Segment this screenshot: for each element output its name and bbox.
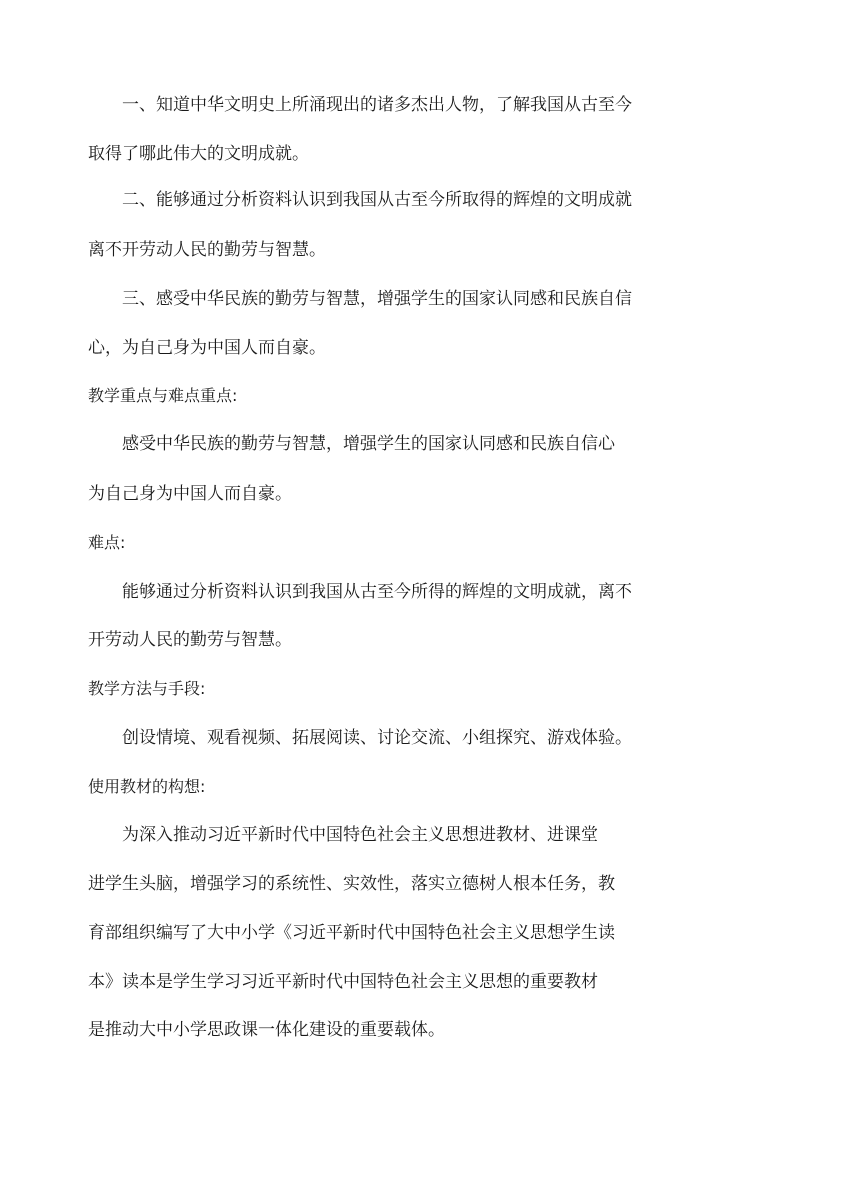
textbook-line-2: 进学生头脑，增强学习的系统性、实效性，落实立德树人根本任务，教 [88,874,615,894]
textbook-line-3: 育部组织编写了大中小学《习近平新时代中国特色社会主义思想学生读 [88,923,615,943]
objective-2-line-1: 二、能够通过分析资料认识到我国从古至今所取得的辉煌的文明成就 [122,190,632,210]
textbook-line-4: 本》读本是学生学习习近平新时代中国特色社会主义思想的重要教材 [88,972,598,992]
methods-heading: 教学方法与手段: [88,679,206,698]
difficulty-line-2: 开劳动人民的勤劳与智慧。 [88,630,292,650]
objective-2-line-2: 离不开劳动人民的勤劳与智慧。 [88,240,326,260]
key-points-line-1: 感受中华民族的勤劳与智慧，增强学生的国家认同感和民族自信心 [122,434,615,454]
objective-3-line-1: 三、感受中华民族的勤劳与智慧，增强学生的国家认同感和民族自信 [122,289,632,309]
objective-1-line-2: 取得了哪此伟大的文明成就。 [88,144,309,164]
objective-3-line-2: 心，为自己身为中国人而自豪。 [88,338,326,358]
textbook-heading: 使用教材的构想: [88,777,206,796]
key-points-line-2: 为自己身为中国人而自豪。 [88,484,292,504]
objective-1-line-1: 一、知道中华文明史上所涌现出的诸多杰出人物，了解我国从古至今 [122,95,632,115]
difficulty-line-1: 能够通过分析资料认识到我国从古至今所得的辉煌的文明成就，离不 [122,582,632,602]
key-points-heading: 教学重点与难点重点: [88,386,238,405]
methods-line: 创设情境、观看视频、拓展阅读、讨论交流、小组探究、游戏体验。 [122,728,632,748]
textbook-line-5: 是推动大中小学思政课一体化建设的重要载体。 [88,1020,445,1040]
difficulty-heading: 难点: [88,533,126,552]
textbook-line-1: 为深入推动习近平新时代中国特色社会主义思想进教材、进课堂 [122,825,598,845]
